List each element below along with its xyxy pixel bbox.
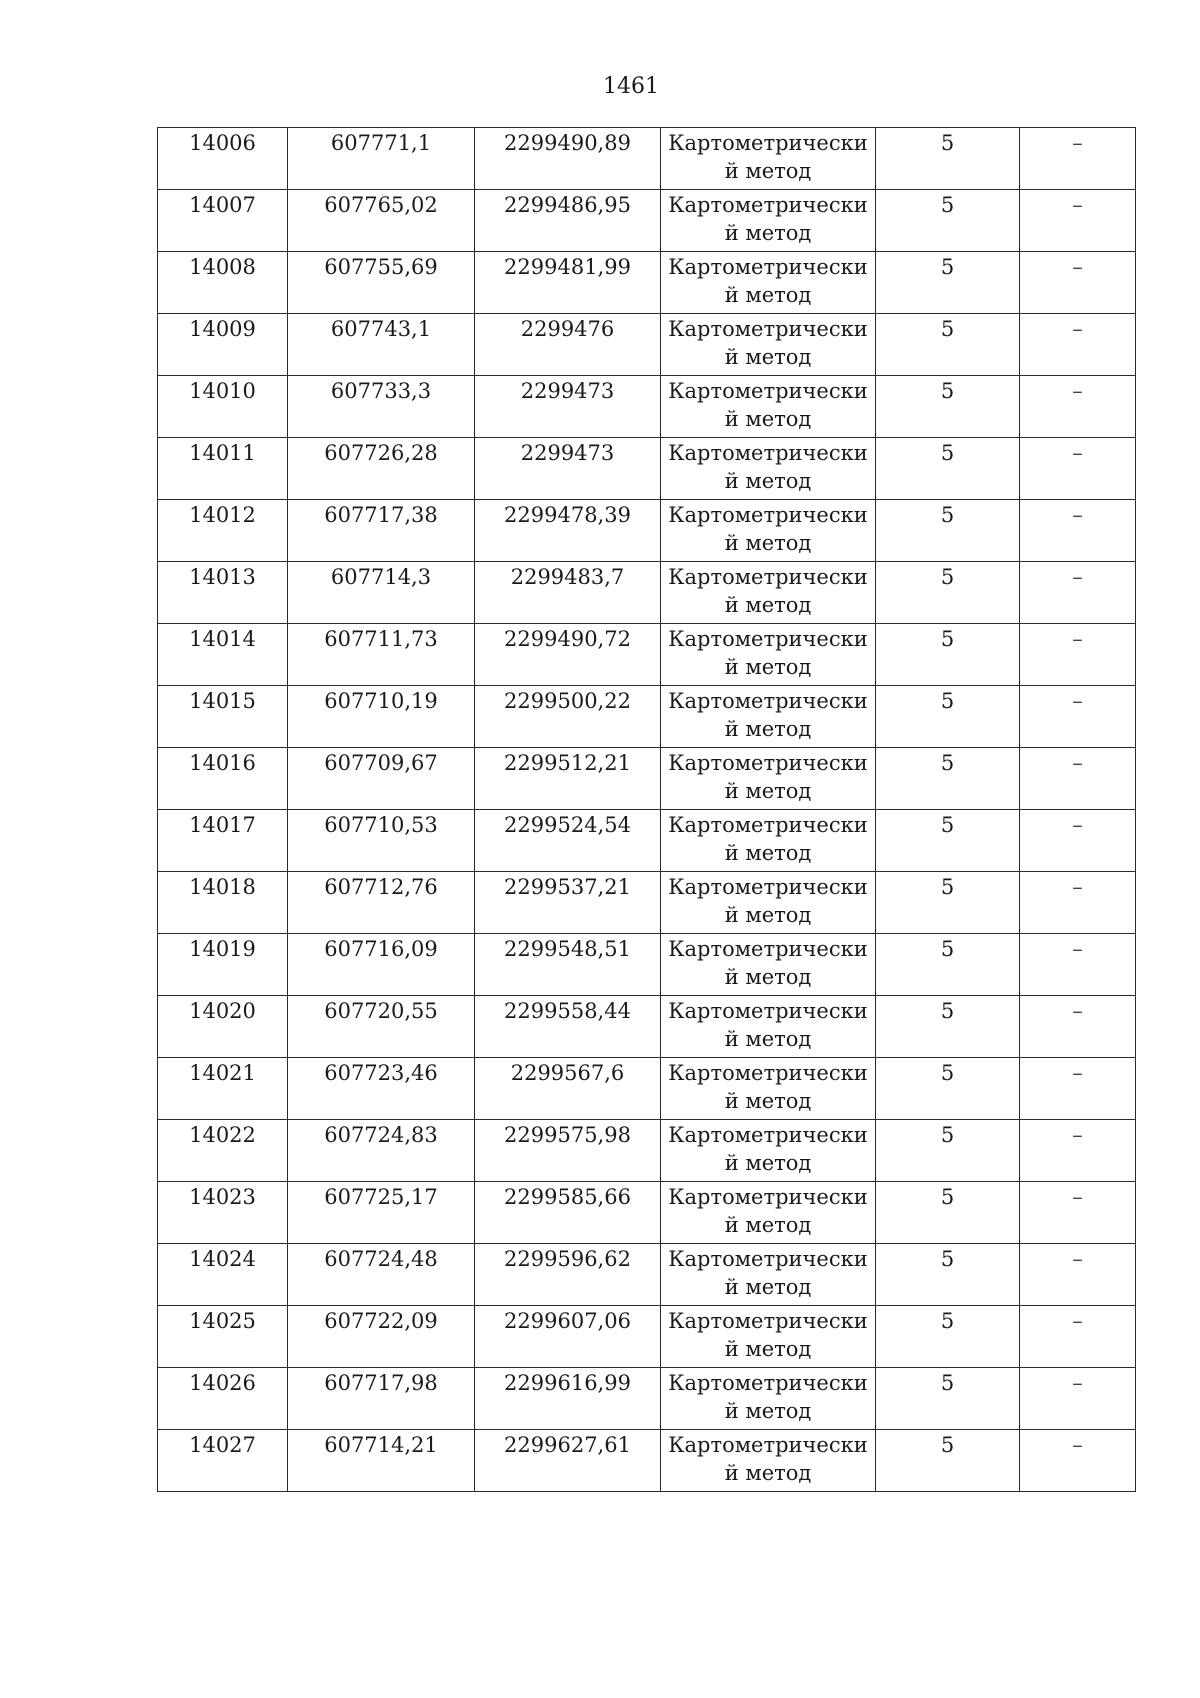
note-cell: – bbox=[1020, 810, 1136, 872]
accuracy-cell: 5 bbox=[876, 1430, 1020, 1492]
y-coordinate-cell: 2299490,72 bbox=[475, 624, 661, 686]
x-coordinate-cell: 607765,02 bbox=[288, 190, 475, 252]
method-line-2: й метод bbox=[724, 283, 812, 307]
method-line-1: Картометрически bbox=[668, 875, 868, 899]
note-cell: – bbox=[1020, 438, 1136, 500]
x-coordinate-cell: 607726,28 bbox=[288, 438, 475, 500]
method-cell bbox=[661, 1368, 876, 1430]
x-coordinate-cell: 607712,76 bbox=[288, 872, 475, 934]
method-line-2: й метод bbox=[724, 531, 812, 555]
y-coordinate-cell: 2299481,99 bbox=[475, 252, 661, 314]
method-line-1: Картометрически bbox=[668, 937, 868, 961]
accuracy-cell: 5 bbox=[876, 1120, 1020, 1182]
y-coordinate-cell: 2299616,99 bbox=[475, 1368, 661, 1430]
y-coordinate-cell: 2299567,6 bbox=[475, 1058, 661, 1120]
method-cell bbox=[661, 252, 876, 314]
point-id-cell: 14017 bbox=[158, 810, 288, 872]
table-row bbox=[158, 190, 1136, 252]
accuracy-cell: 5 bbox=[876, 872, 1020, 934]
y-coordinate-cell: 2299486,95 bbox=[475, 190, 661, 252]
method-cell bbox=[661, 624, 876, 686]
x-coordinate-cell: 607716,09 bbox=[288, 934, 475, 996]
method-line-2: й метод bbox=[724, 1461, 812, 1485]
point-id-cell: 14011 bbox=[158, 438, 288, 500]
x-coordinate-cell: 607717,38 bbox=[288, 500, 475, 562]
point-id-cell: 14014 bbox=[158, 624, 288, 686]
method-cell bbox=[661, 872, 876, 934]
x-coordinate-cell: 607720,55 bbox=[288, 996, 475, 1058]
point-id-cell: 14010 bbox=[158, 376, 288, 438]
method-cell bbox=[661, 128, 876, 190]
note-cell: – bbox=[1020, 562, 1136, 624]
x-coordinate-cell: 607714,21 bbox=[288, 1430, 475, 1492]
x-coordinate-cell: 607717,98 bbox=[288, 1368, 475, 1430]
point-id-cell: 14025 bbox=[158, 1306, 288, 1368]
y-coordinate-cell: 2299478,39 bbox=[475, 500, 661, 562]
y-coordinate-cell: 2299558,44 bbox=[475, 996, 661, 1058]
table-row bbox=[158, 1306, 1136, 1368]
table-row bbox=[158, 686, 1136, 748]
method-line-1: Картометрически bbox=[668, 627, 868, 651]
note-cell: – bbox=[1020, 1306, 1136, 1368]
accuracy-cell: 5 bbox=[876, 438, 1020, 500]
method-line-1: Картометрически bbox=[668, 441, 868, 465]
y-coordinate-cell: 2299473 bbox=[475, 438, 661, 500]
method-line-2: й метод bbox=[724, 1089, 812, 1113]
method-cell bbox=[661, 438, 876, 500]
note-cell: – bbox=[1020, 128, 1136, 190]
method-line-1: Картометрически bbox=[668, 503, 868, 527]
method-line-2: й метод bbox=[724, 779, 812, 803]
point-id-cell: 14015 bbox=[158, 686, 288, 748]
note-cell: – bbox=[1020, 1120, 1136, 1182]
method-line-2: й метод bbox=[724, 655, 812, 679]
method-cell bbox=[661, 1058, 876, 1120]
y-coordinate-cell: 2299483,7 bbox=[475, 562, 661, 624]
accuracy-cell: 5 bbox=[876, 996, 1020, 1058]
method-line-1: Картометрически bbox=[668, 1433, 868, 1457]
method-cell bbox=[661, 1182, 876, 1244]
method-line-2: й метод bbox=[724, 345, 812, 369]
method-line-2: й метод bbox=[724, 159, 812, 183]
x-coordinate-cell: 607709,67 bbox=[288, 748, 475, 810]
table-body bbox=[158, 128, 1136, 1492]
note-cell: – bbox=[1020, 376, 1136, 438]
method-line-1: Картометрически bbox=[668, 1061, 868, 1085]
method-cell bbox=[661, 934, 876, 996]
note-cell: – bbox=[1020, 1430, 1136, 1492]
table-row bbox=[158, 314, 1136, 376]
x-coordinate-cell: 607725,17 bbox=[288, 1182, 475, 1244]
table-row bbox=[158, 252, 1136, 314]
table-row bbox=[158, 624, 1136, 686]
method-cell bbox=[661, 686, 876, 748]
accuracy-cell: 5 bbox=[876, 314, 1020, 376]
table-row bbox=[158, 376, 1136, 438]
method-line-2: й метод bbox=[724, 1337, 812, 1361]
coordinates-table bbox=[157, 127, 1136, 1492]
table-row bbox=[158, 810, 1136, 872]
point-id-cell: 14026 bbox=[158, 1368, 288, 1430]
table-row bbox=[158, 872, 1136, 934]
method-line-1: Картометрически bbox=[668, 1123, 868, 1147]
accuracy-cell: 5 bbox=[876, 376, 1020, 438]
accuracy-cell: 5 bbox=[876, 128, 1020, 190]
table-row bbox=[158, 1244, 1136, 1306]
method-cell bbox=[661, 1120, 876, 1182]
point-id-cell: 14016 bbox=[158, 748, 288, 810]
point-id-cell: 14007 bbox=[158, 190, 288, 252]
note-cell: – bbox=[1020, 996, 1136, 1058]
point-id-cell: 14019 bbox=[158, 934, 288, 996]
accuracy-cell: 5 bbox=[876, 1182, 1020, 1244]
method-line-2: й метод bbox=[724, 1213, 812, 1237]
accuracy-cell: 5 bbox=[876, 190, 1020, 252]
method-line-2: й метод bbox=[724, 1027, 812, 1051]
y-coordinate-cell: 2299476 bbox=[475, 314, 661, 376]
note-cell: – bbox=[1020, 1368, 1136, 1430]
method-line-1: Картометрически bbox=[668, 1371, 868, 1395]
method-line-1: Картометрически bbox=[668, 1309, 868, 1333]
method-line-1: Картометрически bbox=[668, 751, 868, 775]
method-cell bbox=[661, 500, 876, 562]
accuracy-cell: 5 bbox=[876, 1244, 1020, 1306]
method-line-1: Картометрически bbox=[668, 565, 868, 589]
note-cell: – bbox=[1020, 934, 1136, 996]
method-line-1: Картометрически bbox=[668, 317, 868, 341]
table-row bbox=[158, 996, 1136, 1058]
y-coordinate-cell: 2299596,62 bbox=[475, 1244, 661, 1306]
y-coordinate-cell: 2299473 bbox=[475, 376, 661, 438]
x-coordinate-cell: 607722,09 bbox=[288, 1306, 475, 1368]
note-cell: – bbox=[1020, 1244, 1136, 1306]
accuracy-cell: 5 bbox=[876, 1306, 1020, 1368]
table-row bbox=[158, 1368, 1136, 1430]
x-coordinate-cell: 607724,83 bbox=[288, 1120, 475, 1182]
point-id-cell: 14008 bbox=[158, 252, 288, 314]
point-id-cell: 14018 bbox=[158, 872, 288, 934]
x-coordinate-cell: 607771,1 bbox=[288, 128, 475, 190]
point-id-cell: 14021 bbox=[158, 1058, 288, 1120]
method-line-2: й метод bbox=[724, 407, 812, 431]
method-line-2: й метод bbox=[724, 717, 812, 741]
accuracy-cell: 5 bbox=[876, 252, 1020, 314]
method-cell bbox=[661, 376, 876, 438]
method-line-1: Картометрически bbox=[668, 689, 868, 713]
note-cell: – bbox=[1020, 748, 1136, 810]
point-id-cell: 14012 bbox=[158, 500, 288, 562]
method-line-1: Картометрически bbox=[668, 1185, 868, 1209]
y-coordinate-cell: 2299575,98 bbox=[475, 1120, 661, 1182]
x-coordinate-cell: 607723,46 bbox=[288, 1058, 475, 1120]
point-id-cell: 14006 bbox=[158, 128, 288, 190]
table-row bbox=[158, 934, 1136, 996]
method-cell bbox=[661, 810, 876, 872]
y-coordinate-cell: 2299500,22 bbox=[475, 686, 661, 748]
accuracy-cell: 5 bbox=[876, 1058, 1020, 1120]
x-coordinate-cell: 607710,19 bbox=[288, 686, 475, 748]
point-id-cell: 14013 bbox=[158, 562, 288, 624]
table-row bbox=[158, 748, 1136, 810]
method-cell bbox=[661, 1430, 876, 1492]
accuracy-cell: 5 bbox=[876, 748, 1020, 810]
x-coordinate-cell: 607743,1 bbox=[288, 314, 475, 376]
method-cell bbox=[661, 748, 876, 810]
x-coordinate-cell: 607724,48 bbox=[288, 1244, 475, 1306]
accuracy-cell: 5 bbox=[876, 810, 1020, 872]
y-coordinate-cell: 2299512,21 bbox=[475, 748, 661, 810]
y-coordinate-cell: 2299627,61 bbox=[475, 1430, 661, 1492]
method-line-2: й метод bbox=[724, 841, 812, 865]
x-coordinate-cell: 607733,3 bbox=[288, 376, 475, 438]
y-coordinate-cell: 2299548,51 bbox=[475, 934, 661, 996]
x-coordinate-cell: 607711,73 bbox=[288, 624, 475, 686]
x-coordinate-cell: 607714,3 bbox=[288, 562, 475, 624]
table-row bbox=[158, 128, 1136, 190]
table-row bbox=[158, 1430, 1136, 1492]
note-cell: – bbox=[1020, 314, 1136, 376]
accuracy-cell: 5 bbox=[876, 624, 1020, 686]
method-line-2: й метод bbox=[724, 1151, 812, 1175]
method-line-2: й метод bbox=[724, 903, 812, 927]
note-cell: – bbox=[1020, 624, 1136, 686]
table-row bbox=[158, 438, 1136, 500]
page-number: 1461 bbox=[603, 74, 659, 99]
note-cell: – bbox=[1020, 686, 1136, 748]
method-line-2: й метод bbox=[724, 469, 812, 493]
accuracy-cell: 5 bbox=[876, 500, 1020, 562]
x-coordinate-cell: 607710,53 bbox=[288, 810, 475, 872]
point-id-cell: 14027 bbox=[158, 1430, 288, 1492]
accuracy-cell: 5 bbox=[876, 686, 1020, 748]
method-line-1: Картометрически bbox=[668, 193, 868, 217]
table-row bbox=[158, 1058, 1136, 1120]
method-line-2: й метод bbox=[724, 1275, 812, 1299]
accuracy-cell: 5 bbox=[876, 1368, 1020, 1430]
method-cell bbox=[661, 1244, 876, 1306]
method-line-1: Картометрически bbox=[668, 813, 868, 837]
x-coordinate-cell: 607755,69 bbox=[288, 252, 475, 314]
method-cell bbox=[661, 562, 876, 624]
method-line-1: Картометрически bbox=[668, 379, 868, 403]
note-cell: – bbox=[1020, 252, 1136, 314]
note-cell: – bbox=[1020, 500, 1136, 562]
point-id-cell: 14009 bbox=[158, 314, 288, 376]
method-line-1: Картометрически bbox=[668, 255, 868, 279]
method-line-1: Картометрически bbox=[668, 1247, 868, 1271]
y-coordinate-cell: 2299537,21 bbox=[475, 872, 661, 934]
note-cell: – bbox=[1020, 872, 1136, 934]
method-line-1: Картометрически bbox=[668, 131, 868, 155]
y-coordinate-cell: 2299607,06 bbox=[475, 1306, 661, 1368]
note-cell: – bbox=[1020, 1182, 1136, 1244]
method-cell bbox=[661, 314, 876, 376]
note-cell: – bbox=[1020, 1058, 1136, 1120]
method-line-2: й метод bbox=[724, 593, 812, 617]
point-id-cell: 14022 bbox=[158, 1120, 288, 1182]
point-id-cell: 14023 bbox=[158, 1182, 288, 1244]
y-coordinate-cell: 2299585,66 bbox=[475, 1182, 661, 1244]
method-cell bbox=[661, 190, 876, 252]
point-id-cell: 14024 bbox=[158, 1244, 288, 1306]
table-row bbox=[158, 562, 1136, 624]
method-cell bbox=[661, 996, 876, 1058]
table-row bbox=[158, 500, 1136, 562]
method-cell bbox=[661, 1306, 876, 1368]
method-line-2: й метод bbox=[724, 965, 812, 989]
point-id-cell: 14020 bbox=[158, 996, 288, 1058]
method-line-2: й метод bbox=[724, 221, 812, 245]
table-row bbox=[158, 1182, 1136, 1244]
accuracy-cell: 5 bbox=[876, 934, 1020, 996]
method-line-1: Картометрически bbox=[668, 999, 868, 1023]
note-cell: – bbox=[1020, 190, 1136, 252]
y-coordinate-cell: 2299490,89 bbox=[475, 128, 661, 190]
accuracy-cell: 5 bbox=[876, 562, 1020, 624]
table-row bbox=[158, 1120, 1136, 1182]
y-coordinate-cell: 2299524,54 bbox=[475, 810, 661, 872]
method-line-2: й метод bbox=[724, 1399, 812, 1423]
